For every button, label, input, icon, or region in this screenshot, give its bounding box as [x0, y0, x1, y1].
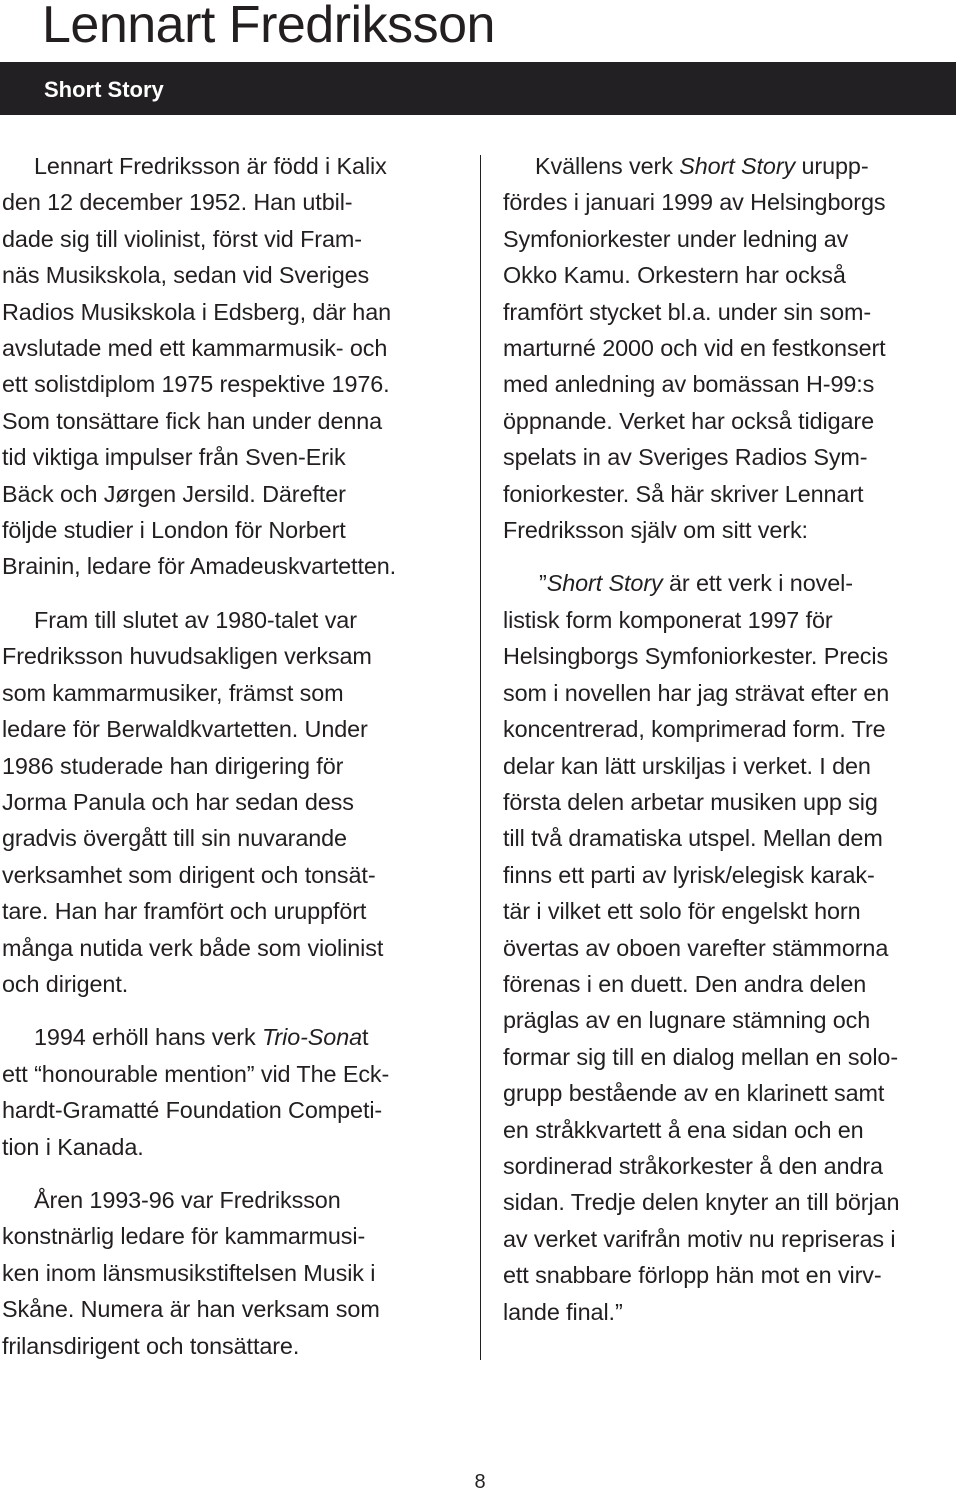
work-paragraph-1 [503, 148, 958, 548]
text-line: Brainin, ledare för Amadeuskvartetten. [2, 553, 397, 580]
text-line: delar kan lätt urskiljas i verket. I den [503, 752, 871, 779]
text-line: hardt-Gramatté Foundation Competi- [2, 1097, 383, 1124]
text-line: marturné 2000 och vid en festkonsert [503, 335, 886, 362]
text-line: konstnärlig ledare för kammarmusi- [2, 1223, 366, 1250]
text-line: formar sig till en dialog mellan en solo- [503, 1043, 899, 1070]
text-line: dade sig till violinist, först vid Fram- [2, 225, 362, 252]
text-line: Åren 1993-96 var Fredriksson [34, 1186, 341, 1213]
text-line: Lennart Fredriksson är född i Kalix [34, 153, 387, 179]
text-line: en stråkkvartett å ena sidan och en [503, 1116, 864, 1143]
text-run: 1994 erhöll hans verk [34, 1024, 262, 1051]
text-line: till två dramatiska utspel. Mellan dem [503, 825, 883, 852]
text-line: förenas i en duett. Den andra delen [503, 970, 867, 997]
text-line: finns ett parti av lyrisk/elegisk karak- [503, 861, 875, 888]
bio-paragraph-4 [2, 1182, 460, 1364]
text-line: ett “honourable mention” vid The Eck- [2, 1060, 390, 1087]
text-line: 1986 studerade han dirigering för [2, 752, 344, 779]
text-line: lande final.” [503, 1298, 623, 1325]
text-line: som i novellen har jag strävat efter en [503, 679, 890, 706]
text-line: övertas av oboen varefter stämmorna [503, 934, 889, 961]
text-line: första delen arbetar musiken upp sig [503, 788, 878, 815]
text-line: Fredriksson själv om sitt verk: [503, 517, 808, 544]
text-line: och dirigent. [2, 970, 129, 997]
text-line: ett solistdiplom 1975 respektive 1976. [2, 371, 390, 398]
text-line: grupp bestående av en klarinett samt [503, 1080, 885, 1107]
text-line: koncentrerad, komprimerad form. Tre [503, 716, 886, 743]
text-line: foniorkester. Så här skriver Lennart [503, 480, 864, 507]
text-line: framfört stycket bl.a. under sin som- [503, 298, 872, 325]
text-line: av verket varifrån motiv nu repriseras i [503, 1225, 896, 1252]
work-title: Trio-Sona [261, 1024, 363, 1051]
text-line: sordinerad stråkorkester å den andra [503, 1152, 883, 1179]
text-line: den 12 december 1952. Han utbil- [2, 189, 353, 216]
text-line: Fram till slutet av 1980-talet var [34, 606, 357, 633]
text-line: spelats in av Sveriges Radios Sym- [503, 444, 868, 471]
text-run: ” [539, 570, 547, 597]
text-line: frilansdirigent och tonsättare. [2, 1332, 300, 1359]
text-line: tär i vilket ett solo för engelskt horn [503, 898, 861, 925]
text-line: ledare för Berwaldkvartetten. Under [2, 716, 368, 743]
text-run: t [362, 1024, 369, 1051]
text-run: är ett verk i novel- [662, 570, 853, 597]
text-run: Kvällens verk [535, 153, 680, 179]
text-line: Radios Musikskola i Edsberg, där han [2, 298, 392, 325]
page-title: Lennart Fredriksson [42, 0, 495, 54]
text-line: ken inom länsmusikstiftelsen Musik i [2, 1259, 376, 1286]
text-line: verksamhet som dirigent och tonsät- [2, 861, 376, 888]
text-line: avslutade med ett kammarmusik- och [2, 335, 388, 362]
text-line: sidan. Tredje delen knyter an till början [503, 1189, 900, 1216]
section-banner-label: Short Story [44, 77, 164, 102]
column-divider [480, 155, 481, 1360]
text-line: Jorma Panula och har sedan dess [2, 788, 354, 815]
text-line: präglas av en lugnare stämning och [503, 1007, 871, 1034]
text-line: Fredriksson huvudsakligen verksam [2, 643, 372, 670]
text-line: tare. Han har framfört och uruppfört [2, 898, 367, 925]
bio-paragraph-1 [2, 148, 460, 585]
text-line: tion i Kanada. [2, 1133, 144, 1160]
work-title: Short Story [679, 153, 796, 179]
text-line: Okko Kamu. Orkestern har också [503, 262, 846, 289]
text-line: gradvis övergått till sin nuvarande [2, 825, 347, 852]
text-line: Helsingborgs Symfoniorkester. Precis [503, 643, 889, 670]
text-run: urupp- [795, 153, 869, 179]
left-column [2, 148, 460, 1364]
right-column [503, 148, 958, 1330]
text-line: öppnande. Verket har också tidigare [503, 407, 875, 434]
text-line: fördes i januari 1999 av Helsingborgs [503, 189, 886, 216]
text-line [503, 148, 958, 184]
text-line: ett snabbare förlopp hän mot en virv- [503, 1262, 882, 1289]
text-line: Som tonsättare fick han under denna [2, 407, 383, 434]
text-line [2, 1019, 460, 1055]
text-line: följde studier i London för Norbert [2, 517, 346, 544]
text-line: Bäck och Jørgen Jersild. Därefter [2, 480, 346, 507]
bio-paragraph-2 [2, 602, 460, 1002]
text-line: med anledning av bomässan H-99:s [503, 371, 875, 398]
bio-paragraph-3 [2, 1019, 460, 1165]
text-line: tid viktiga impulser från Sven-Erik [2, 444, 346, 471]
text-line: som kammarmusiker, främst som [2, 679, 344, 706]
text-line: många nutida verk både som violinist [2, 934, 384, 961]
work-title: Short Story [546, 570, 663, 597]
composer-quote [503, 565, 958, 1330]
text-line [503, 565, 958, 601]
text-line: listisk form komponerat 1997 för [503, 606, 833, 633]
text-line: Skåne. Numera är han verksam som [2, 1296, 380, 1323]
text-line: näs Musikskola, sedan vid Sveriges [2, 262, 370, 289]
page-number: 8 [474, 1471, 486, 1493]
text-line: Symfoniorkester under ledning av [503, 225, 849, 252]
section-banner [0, 62, 956, 115]
